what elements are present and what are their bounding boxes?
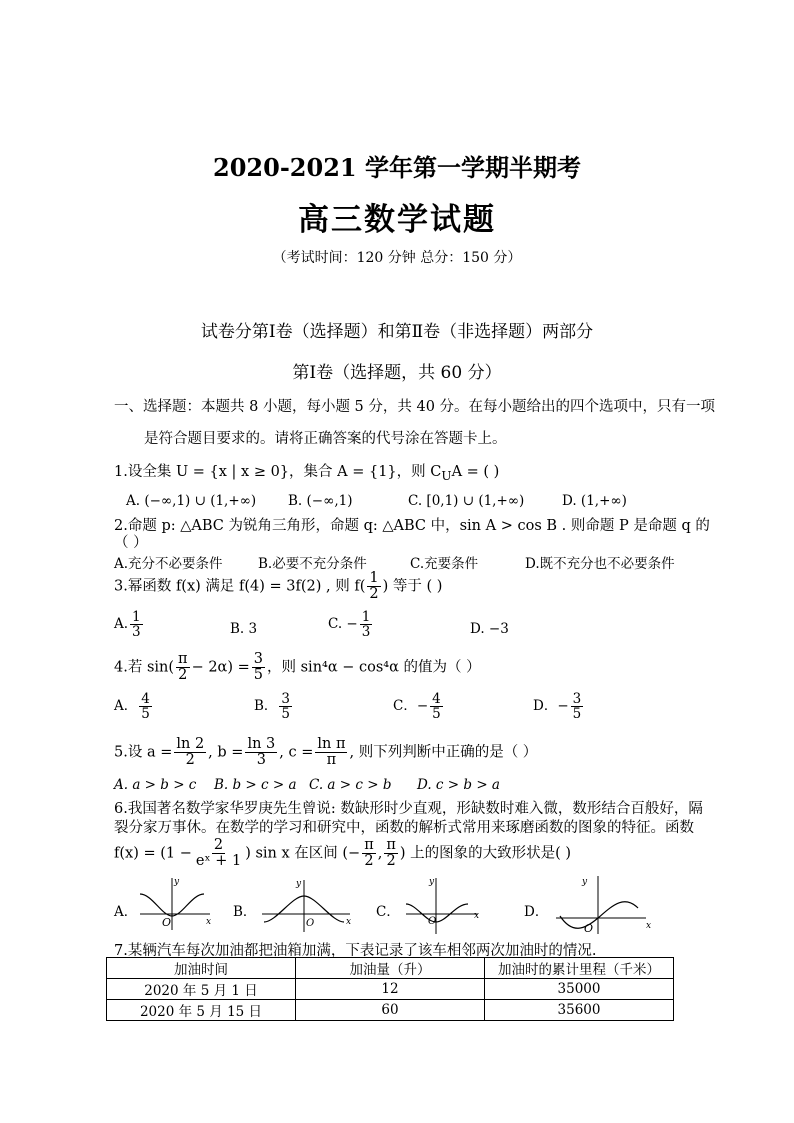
q3-option-a: A. $\frac{1}{3}$ bbox=[114, 609, 141, 641]
q1-option-c: C. [0,1) ∪ (1,+∞) bbox=[408, 493, 525, 509]
section1-instruction-line1: 一、选择题：本题共 8 小题，每小题 5 分，共 40 分。在每小题给出的四个选项中，只有一项 bbox=[114, 399, 716, 415]
table-cell: 12 bbox=[296, 979, 485, 1000]
q6-line2: 裂分家万事休。在数学的学习和研究中，函数的解析式常用来琢磨函数的图象的特征。函数 bbox=[114, 820, 694, 836]
q6-graph-label-d: D． bbox=[524, 904, 549, 920]
q2-option-b: B.必要不充分条件 bbox=[258, 556, 367, 572]
q2-option-a: A.充分不必要条件 bbox=[114, 556, 223, 572]
q1-option-d: D. (1,+∞) bbox=[562, 493, 627, 509]
table-cell: 35000 bbox=[485, 979, 674, 1000]
origin-label: O bbox=[428, 916, 437, 927]
q6-graph-c bbox=[402, 872, 492, 936]
table-cell: 35600 bbox=[485, 1000, 674, 1021]
q1-option-b: B. (−∞,1) bbox=[288, 493, 353, 509]
q3-option-c: C. − $\frac{1}{3}$ bbox=[328, 609, 371, 641]
q2-option-d: D.既不充分也不必要条件 bbox=[525, 556, 675, 572]
q4-option-d: D．− $\frac{3}{5}$ bbox=[533, 691, 582, 723]
curve bbox=[406, 904, 468, 922]
q3-option-d: D. −3 bbox=[470, 621, 509, 637]
q4-option-b: B． $\frac{3}{5}$ bbox=[254, 691, 291, 723]
q1-option-a: A. (−∞,1) ∪ (1,+∞) bbox=[126, 493, 257, 509]
q5-option-c: C. a > c > b bbox=[309, 777, 392, 793]
q6-graph-label-c: C． bbox=[376, 904, 400, 920]
q3-fraction: $\frac{1}{2}$ bbox=[369, 570, 379, 603]
paper-parts: 试卷分第Ⅰ卷（选择题）和第Ⅱ卷（非选择题）两部分 bbox=[200, 322, 594, 342]
volume-one-heading: 第Ⅰ卷（选择题，共 60 分） bbox=[292, 363, 502, 383]
table-header-row bbox=[107, 958, 674, 979]
curve bbox=[560, 902, 638, 929]
col-header-amount: 加油量（升） bbox=[296, 958, 485, 979]
origin-label: O bbox=[584, 922, 594, 935]
origin-label: O bbox=[306, 918, 315, 929]
table-cell: 2020 年 5 月 15 日 bbox=[107, 1000, 296, 1021]
table-cell: 2020 年 5 月 1 日 bbox=[107, 979, 296, 1000]
q4-stem: 4.若 sin( $\frac{\pi}{2}$ − 2α) = $\frac{3}{5}$ ，则 sin⁴α − cos⁴α 的值为（ ） bbox=[114, 651, 481, 684]
section1-instruction-line2: 是符合题目要求的。请将正确答案的代号涂在答题卡上。 bbox=[144, 431, 507, 447]
fuel-record-table bbox=[106, 957, 674, 1021]
q5-option-d: D. c > b > a bbox=[417, 777, 500, 793]
col-header-mileage: 加油时的累计里程（千米） bbox=[485, 958, 674, 979]
q6-line1: 6.我国著名数学家华罗庚先生曾说: 数缺形时少直观，形缺数时难入微，数形结合百般好，隔 bbox=[114, 801, 703, 817]
table-cell: 60 bbox=[296, 1000, 485, 1021]
x-label: x bbox=[474, 911, 480, 921]
q2-option-c: C.充要条件 bbox=[410, 556, 479, 572]
origin-label: O bbox=[162, 916, 172, 929]
y-label: y bbox=[429, 877, 435, 887]
q5-option-b: B. b > c > a bbox=[214, 777, 297, 793]
q6-formula: f(x) = (1 − $\frac{2}{\text{eˣ + 1}}$ ) sin x 在区间 (− $\frac{\pi}{2}$ , $\frac{\pi}{2}$ ) 上的图象的大致形状是( ) bbox=[114, 837, 572, 870]
table-row bbox=[107, 979, 674, 1000]
y-label: y bbox=[296, 879, 302, 889]
q6-graph-b bbox=[258, 874, 358, 934]
q3-option-b: B. 3 bbox=[230, 621, 258, 637]
q6-graph-a bbox=[136, 872, 216, 932]
exam-subject: 高三数学试题 bbox=[298, 202, 496, 238]
x-label: x bbox=[346, 917, 352, 927]
q4-option-c: C．− $\frac{4}{5}$ bbox=[393, 691, 441, 723]
q2-stem-paren: （ ） bbox=[114, 535, 148, 551]
exam-title: 2020-2021 学年第一学期半期考 bbox=[213, 153, 581, 182]
y-label: y bbox=[174, 877, 180, 887]
x-label: x bbox=[646, 921, 652, 931]
q5-stem: 5.设 a = $\frac{\ln 2}{2}$ , b = $\frac{\ln 3}{3}$ , c = $\frac{\text{ln π}}{\pi}$ , 则下列判断中正确的是（ ） bbox=[114, 736, 538, 769]
q1-stem: 1.设全集 U = {x | x ≥ 0}，集合 A = {1}，则 $C_UA$ = ( ) bbox=[114, 464, 500, 483]
q2-stem: 2.命题 p: △ABC 为锐角三角形，命题 q: △ABC 中，sin A > cos B . 则命题 P 是命题 q 的 bbox=[114, 518, 710, 534]
q4-option-a: A． $\frac{4}{5}$ bbox=[114, 691, 150, 723]
col-header-time: 加油时间 bbox=[107, 958, 296, 979]
q6-graph-label-b: B． bbox=[233, 904, 257, 920]
q6-graph-label-a: A． bbox=[114, 904, 138, 920]
q5-option-a: A. a > b > c bbox=[114, 777, 197, 793]
y-label: y bbox=[582, 877, 588, 887]
table-row bbox=[107, 1000, 674, 1021]
q6-graph-d bbox=[552, 872, 662, 938]
exam-info: （考试时间：120 分钟 总分：150 分） bbox=[272, 250, 522, 266]
q3-stem: 3.幂函数 f(x) 满足 f(4) = 3f(2) , 则 f( $\frac{1}{2}$ ) 等于 ( ) bbox=[114, 570, 443, 603]
q7-stem: 7.某辆汽车每次加油都把油箱加满，下表记录了该车相邻两次加油时的情况. bbox=[114, 943, 597, 959]
x-label: x bbox=[206, 917, 212, 927]
